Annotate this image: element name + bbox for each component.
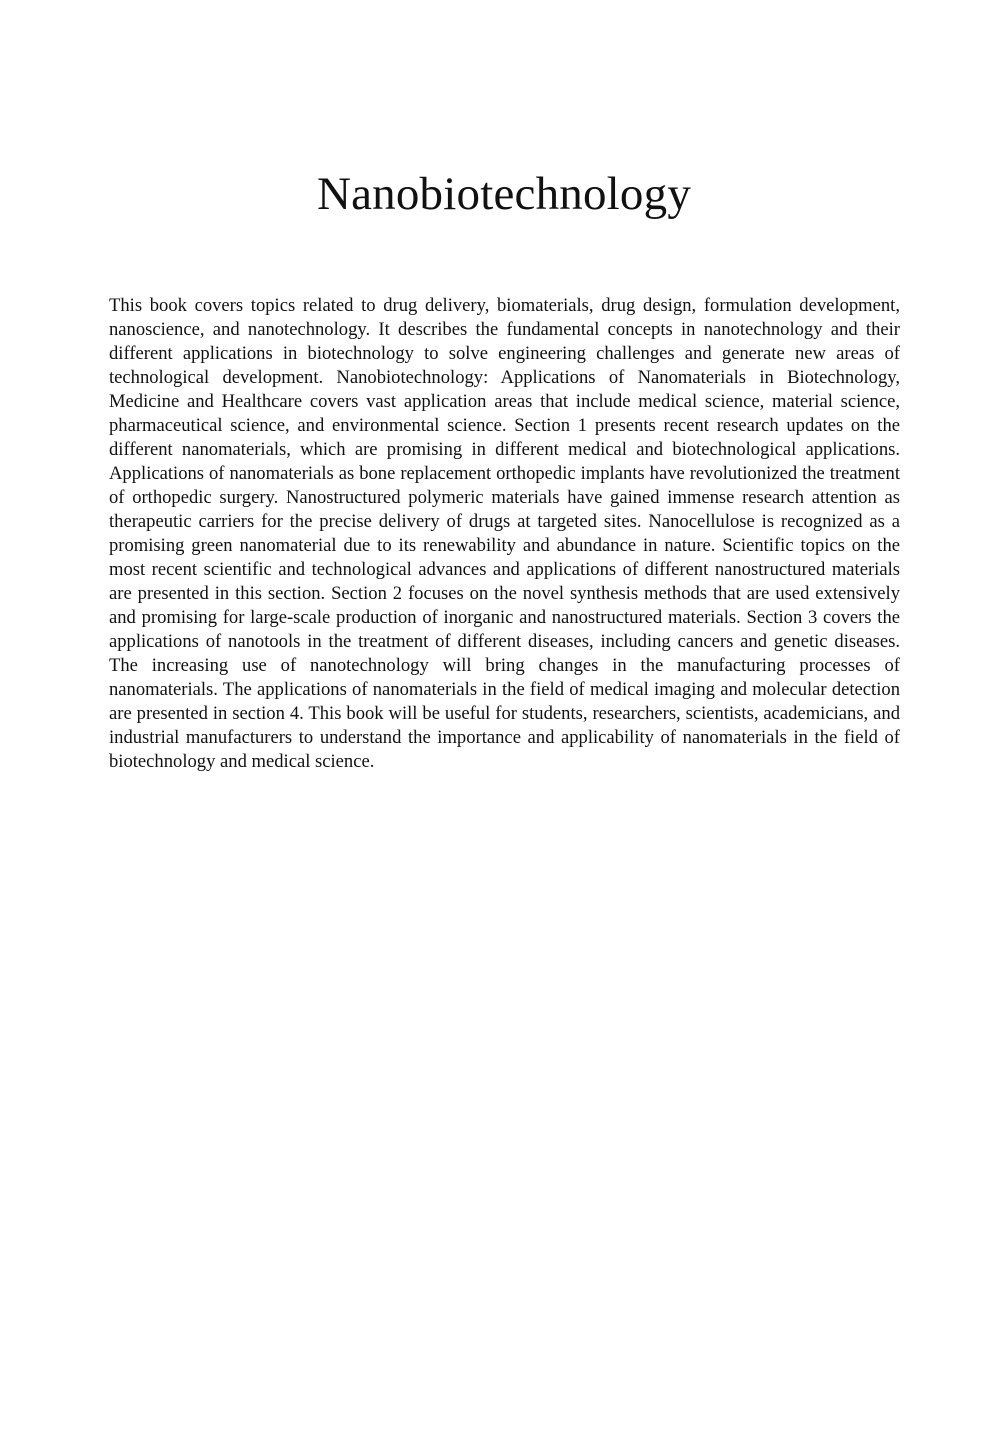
document-title: Nanobiotechnology — [316, 168, 692, 220]
book-description: This book covers topics related to drug delivery, biomaterials, drug design, formulation development, nanoscience, and nanotechnology. It describes the fundamental concepts in nanotechnology and their different applications in biotechnology to solve engineering challenges and generate new areas of technological development. Nanobiotechnology: Applications of Nanomaterials in Biotechnology, Medicine and Healthcare covers vast application areas that include medical science, material science, pharmaceutical science, and environmental science. Section 1 presents recent research updates on the different nanomaterials, which are promising in different medical and biotechnological applications. Applications of nanomaterials as bone replacement orthopedic implants have revolutionized the treatment of orthopedic surgery. Nanostructured polymeric materials have gained immense research attention as therapeutic carriers for the precise delivery of drugs at targeted sites. Nanocellulose is recognized as a promising green nanomaterial due to its renewability and abundance in nature. Scientific topics on the most recent scientific and technological advances and applications of different nanostructured materials are presented in this section. Section 2 focuses on the novel synthesis methods that are used extensively and promising for large-scale production of inorganic and nanostructured materials. Section 3 covers the applications of nanotools in the treatment of different diseases, including cancers and genetic diseases. The increasing use of nanotechnology will bring changes in the manufacturing processes of nanomaterials. The applications of nanomaterials in the field of medical imaging and molecular detection are presented in section 4. This book will be useful for students, researchers, scientists, academicians, and industrial manufacturers to understand the importance and applicability of nanomaterials in the field of biotechnology and medical science. — [109, 295, 900, 772]
